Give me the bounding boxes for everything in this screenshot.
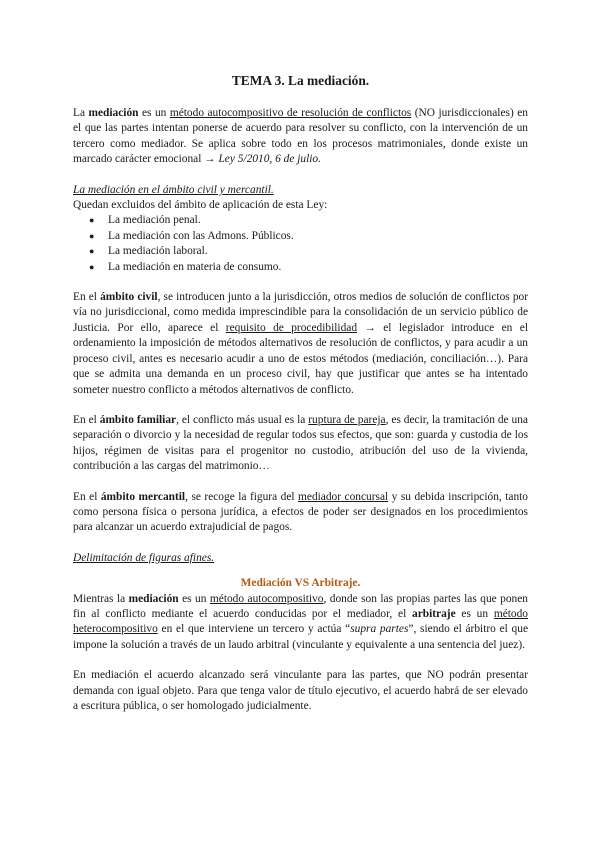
list-item: ● La mediación en materia de consumo. xyxy=(89,260,528,275)
binding-agreement-paragraph: En mediación el acuerdo alcanzado será vinculante para las partes, que NO podrán presentar demanda con igual objeto. Para que tenga valor de título ejecutivo, el acuerdo habrá de ser elevado a escritura pública, o ser homologado judicialmente. xyxy=(73,669,528,712)
underlined-term: método autocompositivo de resolución de conflictos xyxy=(169,107,412,119)
bold-term: ámbito mercantil xyxy=(100,490,186,503)
text-run: y su debida inscripción, tanto como persona física o persona jurídica, a efectos de poder ser designados en los procedimientos para alcanzar un acuerdo extrajudicial de pagos. xyxy=(73,490,528,534)
civil-paragraph xyxy=(73,290,528,398)
exclusions-list xyxy=(73,213,528,275)
text-run: es un xyxy=(138,107,170,119)
underlined-term: método autocompositivo xyxy=(209,592,324,605)
underlined-term: mediador concursal xyxy=(298,490,389,503)
text-run: , se recoge la figura del xyxy=(185,490,299,503)
bold-term: ámbito civil xyxy=(100,291,158,304)
law-reference: Ley 5/2010, 6 de julio. xyxy=(218,153,321,166)
subheading-mediacion-vs-arbitraje: Mediación VS Arbitraje. xyxy=(240,577,361,590)
bold-term: mediación xyxy=(128,592,179,605)
text-run: , donde son las propias partes las que ponen fin al conflicto mediante el acuerdo conducidas por el mediador, el xyxy=(73,592,528,620)
familiar-paragraph xyxy=(73,413,528,475)
exclusions-intro: Quedan excluidos del ámbito de aplicación de esta Ley: xyxy=(73,199,328,212)
text-run: En el xyxy=(73,413,100,426)
list-item: ● La mediación penal. xyxy=(89,213,528,228)
document-body xyxy=(73,72,528,714)
bold-term: mediación xyxy=(88,107,139,119)
text-run: En el xyxy=(73,490,101,503)
text-run: es un xyxy=(178,592,210,605)
section-heading-civil-mercantil: La mediación en el ámbito civil y mercantil. xyxy=(73,183,274,196)
text-run: , es decir, la tramitación de una separación o divorcio y la necesidad de regular todos sus efectos, que son: guarda y custodia de los hijos, régimen de visitas para el progenitor no custodio, atribución del uso de la vivienda, contribución a las cargas del matrimonio… xyxy=(73,413,528,473)
underlined-term: requisito de procedibilidad xyxy=(225,321,358,334)
page-title xyxy=(73,72,528,90)
section-heading-figuras-afines: Delimitación de figuras afines. xyxy=(73,551,215,564)
bold-term: ámbito familiar xyxy=(99,413,177,426)
comparison-paragraph xyxy=(73,592,528,654)
mercantil-paragraph xyxy=(73,490,528,536)
text-run: → el legislador introduce en el ordenamiento la imposición de métodos alternativos de resolución de conflictos, y para acudir a un proceso civil, antes es necesario acudir a uno de estos métodos (mediación, conciliación…). Para que se admita una demanda en un proceso civil, hay que justificar que antes se ha intentado someter nuestro conflicto a métodos alternativos de conflicto. xyxy=(73,321,528,396)
text-run: La xyxy=(73,107,89,119)
underlined-term: método heterocompositivo xyxy=(73,607,528,636)
text-run: Mientras la xyxy=(73,592,129,605)
text-run: (NO jurisdiccionales) en el que las partes intentan ponerse de acuerdo para resolver su conflicto, con la intervención de un tercero como mediador. Se aplica sobre todo en los procesos matrimoniales, donde existe un marcado carácter emocional → xyxy=(73,107,528,166)
list-item: ● La mediación con las Admons. Públicos. xyxy=(89,229,528,244)
intro-paragraph xyxy=(73,106,528,168)
text-run: , el conflicto más usual es la xyxy=(176,413,309,426)
italic-term: supra partes xyxy=(350,623,409,636)
list-item: ● La mediación laboral. xyxy=(89,244,528,259)
title-number: TEMA 3. xyxy=(231,73,285,88)
bold-term: arbitraje xyxy=(412,607,456,620)
text-run: es un xyxy=(455,607,494,620)
text-run: En el xyxy=(73,291,101,304)
underlined-term: ruptura de pareja xyxy=(308,413,386,426)
text-run: , se introducen junto a la jurisdicción, otros medios de solución de conflictos por vía no jurisdiccional, como medida imprescindible para la consolidación de un servicio público de Justicia. Por ello, aparece el xyxy=(73,291,528,334)
text-run: ”, siendo el árbitro el que impone la solución a través de un laudo arbitral (vinculante y equivalente a una sentencia del juez). xyxy=(73,623,528,651)
title-text: La mediación. xyxy=(284,73,370,88)
text-run: en el que interviene un tercero y actúa “ xyxy=(157,623,351,636)
